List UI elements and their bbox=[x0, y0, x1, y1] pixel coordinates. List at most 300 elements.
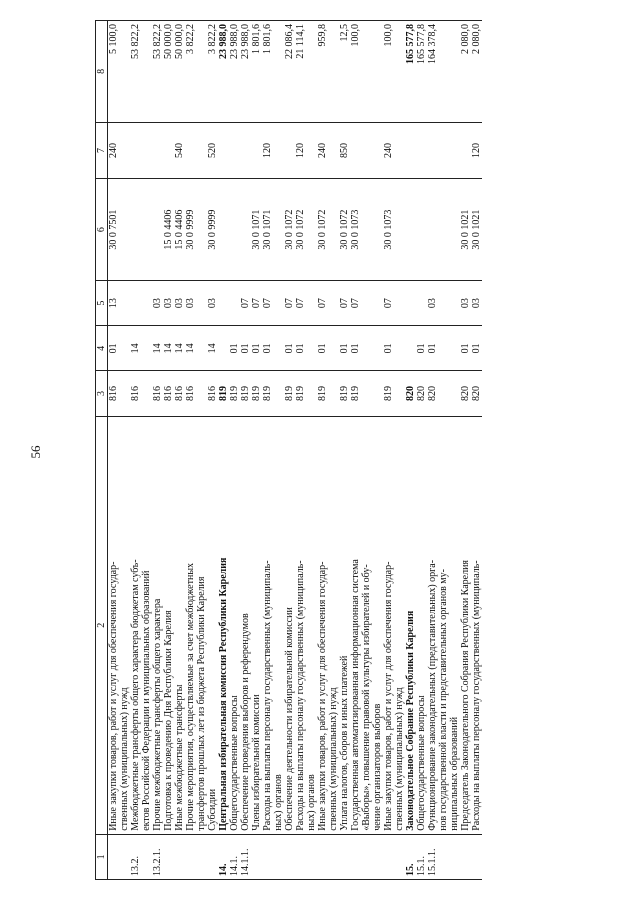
table-cell-col-7 bbox=[372, 122, 383, 179]
table-cell-col-1 bbox=[284, 834, 295, 879]
table-row bbox=[383, 21, 394, 880]
table-cell-col-7 bbox=[361, 122, 372, 179]
table-cell-col-6: 30 0 1072 bbox=[284, 179, 295, 281]
header-col-1: 1 bbox=[96, 834, 108, 879]
table-cell-col-6 bbox=[229, 179, 240, 281]
table-cell-col-2: «Выборы», повышение правовой культуры избирателей и обу- bbox=[361, 416, 372, 834]
table-cell-col-1 bbox=[449, 834, 460, 879]
table-cell-col-1: 14. bbox=[218, 834, 229, 879]
table-cell-col-2: ственных (муниципальных) нужд bbox=[394, 416, 405, 834]
table-cell-col-4: 01 bbox=[284, 326, 295, 371]
table-cell-col-2: Члены избирательной комиссии bbox=[251, 416, 262, 834]
table-cell-col-8: 165 577,8 bbox=[416, 21, 427, 123]
table-cell-col-4 bbox=[394, 326, 405, 371]
table-cell-col-4: 01 bbox=[262, 326, 273, 371]
table-cell-col-2: Председатель Законодательного Собрания Республики Карелия bbox=[460, 416, 471, 834]
table-cell-col-6: 30 0 1071 bbox=[251, 179, 262, 281]
table-cell-col-2: Расходы на выплаты персоналу государственных (муниципаль- bbox=[471, 416, 482, 834]
page-number: 56 bbox=[28, 445, 43, 459]
table-row bbox=[174, 21, 185, 880]
table-row bbox=[207, 21, 218, 880]
table-cell-col-7 bbox=[130, 122, 141, 179]
table-row bbox=[240, 21, 251, 880]
table-cell-col-7 bbox=[449, 122, 460, 179]
table-cell-col-6: 30 0 9999 bbox=[185, 179, 196, 281]
table-cell-col-3 bbox=[449, 371, 460, 416]
table-cell-col-8 bbox=[438, 21, 449, 123]
table-cell-col-8: 23 988,0 bbox=[229, 21, 240, 123]
table-cell-col-8: 1 801,6 bbox=[251, 21, 262, 123]
table-cell-col-5 bbox=[372, 281, 383, 326]
table-cell-col-6: 15 0 4406 bbox=[163, 179, 174, 281]
table-cell-col-8: 1 801,6 bbox=[262, 21, 273, 123]
table-cell-col-6 bbox=[361, 179, 372, 281]
table-cell-col-8: 164 378,4 bbox=[427, 21, 438, 123]
table-cell-col-7: 120 bbox=[262, 122, 273, 179]
table-cell-col-3: 820 bbox=[416, 371, 427, 416]
table-cell-col-7 bbox=[416, 122, 427, 179]
table-cell-col-6 bbox=[152, 179, 163, 281]
table-cell-col-5 bbox=[130, 281, 141, 326]
table-row bbox=[152, 21, 163, 880]
table-cell-col-1 bbox=[328, 834, 339, 879]
table-cell-col-2: ных) органов bbox=[273, 416, 284, 834]
table-cell-col-7 bbox=[218, 122, 229, 179]
table-cell-col-4: 01 bbox=[350, 326, 361, 371]
table-cell-col-5: 03 bbox=[185, 281, 196, 326]
table-cell-col-5 bbox=[438, 281, 449, 326]
table-cell-col-6 bbox=[449, 179, 460, 281]
table-cell-col-6: 30 0 1021 bbox=[460, 179, 471, 281]
table-row bbox=[317, 21, 328, 880]
table-cell-col-1 bbox=[394, 834, 405, 879]
table-cell-col-3: 819 bbox=[339, 371, 350, 416]
table-cell-col-2: Иные межбюджетные трансферты bbox=[174, 416, 185, 834]
table-cell-col-4 bbox=[361, 326, 372, 371]
table-cell-col-6 bbox=[372, 179, 383, 281]
table-cell-col-5: 07 bbox=[284, 281, 295, 326]
table-cell-col-2: Общегосударственные вопросы bbox=[229, 416, 240, 834]
table-row bbox=[141, 21, 152, 880]
table-row bbox=[449, 21, 460, 880]
table-cell-col-6: 30 0 1072 bbox=[339, 179, 350, 281]
table-cell-col-2: Межбюджетные трансферты общего характера бюджетам субъ- bbox=[130, 416, 141, 834]
table-row bbox=[130, 21, 141, 880]
table-cell-col-1 bbox=[317, 834, 328, 879]
table-cell-col-1: 13.2.1. bbox=[152, 834, 163, 879]
table-cell-col-2: Законодательное Собрание Республики Карелия bbox=[405, 416, 416, 834]
table-cell-col-7 bbox=[306, 122, 317, 179]
table-cell-col-6 bbox=[328, 179, 339, 281]
table-cell-col-5: 03 bbox=[427, 281, 438, 326]
table-cell-col-6 bbox=[141, 179, 152, 281]
table-cell-col-5: 03 bbox=[174, 281, 185, 326]
table-cell-col-2: ниципальных образований bbox=[449, 416, 460, 834]
table-cell-col-2: ектов Российской Федерации и муниципальных образований bbox=[141, 416, 152, 834]
table-cell-col-1: 14.1.1. bbox=[240, 834, 251, 879]
table-cell-col-2: Функционирование законодательных (представительных) орга- bbox=[427, 416, 438, 834]
table-cell-col-3: 819 bbox=[317, 371, 328, 416]
table-cell-col-5 bbox=[306, 281, 317, 326]
table-cell-col-1 bbox=[163, 834, 174, 879]
table-cell-col-7: 240 bbox=[383, 122, 394, 179]
table-cell-col-7 bbox=[119, 122, 130, 179]
table-cell-col-7: 240 bbox=[317, 122, 328, 179]
table-cell-col-7 bbox=[460, 122, 471, 179]
table-cell-col-5 bbox=[229, 281, 240, 326]
table-cell-col-5: 07 bbox=[339, 281, 350, 326]
table-cell-col-4: 01 bbox=[295, 326, 306, 371]
table-cell-col-4: 14 bbox=[152, 326, 163, 371]
table-cell-col-2: ственных (муниципальных) нужд bbox=[119, 416, 130, 834]
table-cell-col-6 bbox=[394, 179, 405, 281]
table-cell-col-3: 816 bbox=[174, 371, 185, 416]
table-cell-col-2: Общегосударственные вопросы bbox=[416, 416, 427, 834]
table-cell-col-6 bbox=[130, 179, 141, 281]
table-cell-col-4: 01 bbox=[339, 326, 350, 371]
table-cell-col-6: 30 0 1021 bbox=[471, 179, 482, 281]
table-cell-col-7 bbox=[251, 122, 262, 179]
table-cell-col-3 bbox=[361, 371, 372, 416]
table-cell-col-2: трансфертов прошлых лет из бюджета Республики Карелия bbox=[196, 416, 207, 834]
table-cell-col-8: 165 577,8 bbox=[405, 21, 416, 123]
table-row bbox=[185, 21, 196, 880]
table-cell-col-6: 30 0 7501 bbox=[108, 179, 120, 281]
table-cell-col-1 bbox=[460, 834, 471, 879]
table-cell-col-1: 15.1. bbox=[416, 834, 427, 879]
table-cell-col-1 bbox=[306, 834, 317, 879]
table-cell-col-4 bbox=[196, 326, 207, 371]
table-cell-col-7 bbox=[438, 122, 449, 179]
table-row bbox=[339, 21, 350, 880]
table-cell-col-4: 01 bbox=[317, 326, 328, 371]
table-cell-col-7: 120 bbox=[471, 122, 482, 179]
table-cell-col-7 bbox=[284, 122, 295, 179]
budget-table bbox=[95, 20, 482, 880]
table-row bbox=[328, 21, 339, 880]
table-cell-col-5 bbox=[273, 281, 284, 326]
table-cell-col-4 bbox=[438, 326, 449, 371]
table-cell-col-3: 820 bbox=[460, 371, 471, 416]
header-col-7: 7 bbox=[96, 122, 108, 179]
header-row bbox=[96, 21, 108, 880]
table-cell-col-7 bbox=[196, 122, 207, 179]
table-cell-col-7: 520 bbox=[207, 122, 218, 179]
table-row bbox=[438, 21, 449, 880]
table-cell-col-1: 13.2. bbox=[130, 834, 141, 879]
table-cell-col-4: 01 bbox=[416, 326, 427, 371]
table-cell-col-4 bbox=[372, 326, 383, 371]
table-cell-col-5 bbox=[328, 281, 339, 326]
table-cell-col-3: 820 bbox=[405, 371, 416, 416]
table-cell-col-3 bbox=[438, 371, 449, 416]
table-cell-col-8: 100,0 bbox=[350, 21, 361, 123]
table-row bbox=[262, 21, 273, 880]
table-cell-col-7 bbox=[394, 122, 405, 179]
table-cell-col-8 bbox=[306, 21, 317, 123]
table-cell-col-4 bbox=[328, 326, 339, 371]
table-cell-col-6 bbox=[273, 179, 284, 281]
table-cell-col-5: 03 bbox=[460, 281, 471, 326]
table-cell-col-8: 53 822,2 bbox=[130, 21, 141, 123]
table-row bbox=[273, 21, 284, 880]
table-cell-col-4 bbox=[306, 326, 317, 371]
table-row bbox=[108, 21, 120, 880]
table-cell-col-8 bbox=[361, 21, 372, 123]
table-cell-col-5 bbox=[449, 281, 460, 326]
table-cell-col-1: 15. bbox=[405, 834, 416, 879]
table-cell-col-6 bbox=[438, 179, 449, 281]
table-cell-col-8: 3 822,2 bbox=[185, 21, 196, 123]
table-cell-col-6 bbox=[218, 179, 229, 281]
table-cell-col-2: ственных (муниципальных) нужд bbox=[328, 416, 339, 834]
table-cell-col-4 bbox=[449, 326, 460, 371]
table-cell-col-4: 01 bbox=[108, 326, 120, 371]
table-cell-col-4: 14 bbox=[163, 326, 174, 371]
table-cell-col-4: 01 bbox=[240, 326, 251, 371]
table-cell-col-2: чение организаторов выборов bbox=[372, 416, 383, 834]
table-cell-col-2: Прочие межбюджетные трансферты общего характера bbox=[152, 416, 163, 834]
table-cell-col-4: 01 bbox=[471, 326, 482, 371]
table-cell-col-8 bbox=[449, 21, 460, 123]
table-cell-col-3: 819 bbox=[229, 371, 240, 416]
table-cell-col-1 bbox=[383, 834, 394, 879]
table-cell-col-2: Расходы на выплаты персоналу государственных (муниципаль- bbox=[295, 416, 306, 834]
table-cell-col-6: 30 0 1073 bbox=[350, 179, 361, 281]
table-cell-col-1 bbox=[361, 834, 372, 879]
table-cell-col-8: 2 080,0 bbox=[460, 21, 471, 123]
table-cell-col-1 bbox=[372, 834, 383, 879]
table-cell-col-3 bbox=[372, 371, 383, 416]
table-row bbox=[251, 21, 262, 880]
table-cell-col-4: 01 bbox=[251, 326, 262, 371]
table-cell-col-2: нов государственной власти и представительных органов му- bbox=[438, 416, 449, 834]
table-cell-col-8: 959,8 bbox=[317, 21, 328, 123]
table-cell-col-1 bbox=[471, 834, 482, 879]
table-cell-col-6: 30 0 1072 bbox=[295, 179, 306, 281]
table-cell-col-6 bbox=[196, 179, 207, 281]
table-cell-col-7 bbox=[350, 122, 361, 179]
table-cell-col-5 bbox=[416, 281, 427, 326]
table-cell-col-5: 07 bbox=[295, 281, 306, 326]
table-cell-col-6: 30 0 1072 bbox=[317, 179, 328, 281]
header-col-6: 6 bbox=[96, 179, 108, 281]
table-cell-col-2: Иные закупки товаров, работ и услуг для обеспечения государ- bbox=[383, 416, 394, 834]
table-cell-col-1 bbox=[295, 834, 306, 879]
table-cell-col-2: Прочие мероприятия, осуществляемые за счет межбюджетных bbox=[185, 416, 196, 834]
table-cell-col-6 bbox=[119, 179, 130, 281]
table-cell-col-3: 819 bbox=[383, 371, 394, 416]
table-cell-col-5: 07 bbox=[240, 281, 251, 326]
table-cell-col-8 bbox=[372, 21, 383, 123]
table-row bbox=[361, 21, 372, 880]
table-cell-col-3 bbox=[196, 371, 207, 416]
table-cell-col-4: 01 bbox=[460, 326, 471, 371]
table-cell-col-4: 14 bbox=[174, 326, 185, 371]
table-cell-col-3 bbox=[119, 371, 130, 416]
table-cell-col-8 bbox=[141, 21, 152, 123]
table-cell-col-4 bbox=[273, 326, 284, 371]
table-cell-col-4: 01 bbox=[383, 326, 394, 371]
table-cell-col-1 bbox=[207, 834, 218, 879]
table-cell-col-5: 07 bbox=[317, 281, 328, 326]
table-cell-col-1: 15.1.1. bbox=[427, 834, 438, 879]
table-cell-col-4 bbox=[119, 326, 130, 371]
table-cell-col-5: 07 bbox=[251, 281, 262, 326]
table-row bbox=[163, 21, 174, 880]
table-cell-col-1 bbox=[438, 834, 449, 879]
table-cell-col-1: 14.1. bbox=[229, 834, 240, 879]
table-cell-col-5 bbox=[394, 281, 405, 326]
table-cell-col-3: 820 bbox=[427, 371, 438, 416]
table-cell-col-6 bbox=[427, 179, 438, 281]
table-cell-col-3: 819 bbox=[262, 371, 273, 416]
table-cell-col-7: 240 bbox=[108, 122, 120, 179]
table-cell-col-8: 100,0 bbox=[383, 21, 394, 123]
table-cell-col-3: 816 bbox=[185, 371, 196, 416]
table-cell-col-3: 819 bbox=[251, 371, 262, 416]
table-cell-col-1 bbox=[119, 834, 130, 879]
table-cell-col-8: 21 114,1 bbox=[295, 21, 306, 123]
table-cell-col-8: 3 822,2 bbox=[207, 21, 218, 123]
table-cell-col-5: 13 bbox=[108, 281, 120, 326]
table-cell-col-5 bbox=[361, 281, 372, 326]
table-cell-col-2: Иные закупки товаров, работ и услуг для обеспечения государ- bbox=[317, 416, 328, 834]
table-cell-col-5: 03 bbox=[207, 281, 218, 326]
table-cell-col-3 bbox=[306, 371, 317, 416]
table-cell-col-1 bbox=[108, 834, 120, 879]
table-cell-col-3: 820 bbox=[471, 371, 482, 416]
table-cell-col-1 bbox=[251, 834, 262, 879]
table-cell-col-8 bbox=[394, 21, 405, 123]
table-row bbox=[119, 21, 130, 880]
table-cell-col-2: ных) органов bbox=[306, 416, 317, 834]
header-col-2: 2 bbox=[96, 416, 108, 834]
table-cell-col-4: 01 bbox=[427, 326, 438, 371]
table-cell-col-8: 23 988,0 bbox=[218, 21, 229, 123]
table-row bbox=[196, 21, 207, 880]
table-cell-col-4 bbox=[405, 326, 416, 371]
table-cell-col-5 bbox=[218, 281, 229, 326]
table-row bbox=[306, 21, 317, 880]
table-cell-col-1 bbox=[196, 834, 207, 879]
table-cell-col-6: 30 0 9999 bbox=[207, 179, 218, 281]
table-cell-col-8 bbox=[328, 21, 339, 123]
table-body bbox=[108, 21, 483, 880]
table-cell-col-8: 12,5 bbox=[339, 21, 350, 123]
table-row bbox=[416, 21, 427, 880]
table-cell-col-5 bbox=[141, 281, 152, 326]
table-cell-col-6 bbox=[416, 179, 427, 281]
table-cell-col-2: Подготовка к проведению Дня Республики Карелия bbox=[163, 416, 174, 834]
table-cell-col-2: Субсидии bbox=[207, 416, 218, 834]
table-cell-col-8 bbox=[196, 21, 207, 123]
table-cell-col-1 bbox=[185, 834, 196, 879]
table-cell-col-2: Обеспечение деятельности избирательной комиссии bbox=[284, 416, 295, 834]
table-cell-col-1 bbox=[273, 834, 284, 879]
table-cell-col-8: 53 822,2 bbox=[152, 21, 163, 123]
table-cell-col-8: 2 080,0 bbox=[471, 21, 482, 123]
table-cell-col-3 bbox=[394, 371, 405, 416]
table-cell-col-8: 23 988,0 bbox=[240, 21, 251, 123]
table-row bbox=[218, 21, 229, 880]
table-cell-col-1 bbox=[174, 834, 185, 879]
table-cell-col-4: 01 bbox=[229, 326, 240, 371]
table-cell-col-5: 07 bbox=[350, 281, 361, 326]
table-cell-col-3: 819 bbox=[295, 371, 306, 416]
table-cell-col-4: 14 bbox=[207, 326, 218, 371]
table-cell-col-1 bbox=[262, 834, 273, 879]
table-cell-col-8: 50 000,0 bbox=[174, 21, 185, 123]
table-cell-col-6: 30 0 1073 bbox=[383, 179, 394, 281]
table-cell-col-5 bbox=[119, 281, 130, 326]
table-cell-col-8 bbox=[119, 21, 130, 123]
table-cell-col-1 bbox=[339, 834, 350, 879]
table-cell-col-5: 03 bbox=[152, 281, 163, 326]
table-cell-col-2: Центральная избирательная комиссия Республики Карелия bbox=[218, 416, 229, 834]
table-row bbox=[350, 21, 361, 880]
table-cell-col-5 bbox=[405, 281, 416, 326]
table-cell-col-5: 03 bbox=[471, 281, 482, 326]
table-cell-col-6: 15 0 4406 bbox=[174, 179, 185, 281]
budget-table-sheet bbox=[95, 20, 605, 880]
table-cell-col-2: Иные закупки товаров, работ и услуг для обеспечения государ- bbox=[108, 416, 120, 834]
table-cell-col-6 bbox=[405, 179, 416, 281]
table-cell-col-3: 816 bbox=[152, 371, 163, 416]
table-cell-col-2: Уплата налогов, сборов и иных платежей bbox=[339, 416, 350, 834]
table-cell-col-7 bbox=[405, 122, 416, 179]
table-cell-col-7 bbox=[163, 122, 174, 179]
table-cell-col-3 bbox=[141, 371, 152, 416]
table-row bbox=[394, 21, 405, 880]
table-cell-col-4: 14 bbox=[130, 326, 141, 371]
table-row bbox=[405, 21, 416, 880]
table-cell-col-7 bbox=[141, 122, 152, 179]
table-cell-col-4 bbox=[141, 326, 152, 371]
table-cell-col-5: 03 bbox=[163, 281, 174, 326]
table-cell-col-3: 816 bbox=[108, 371, 120, 416]
table-row bbox=[460, 21, 471, 880]
table-cell-col-7: 850 bbox=[339, 122, 350, 179]
header-col-4: 4 bbox=[96, 326, 108, 371]
table-row bbox=[427, 21, 438, 880]
header-col-5: 5 bbox=[96, 281, 108, 326]
table-cell-col-7 bbox=[229, 122, 240, 179]
header-col-8: 8 bbox=[96, 21, 108, 123]
table-cell-col-5 bbox=[196, 281, 207, 326]
table-cell-col-2: Государственная автоматизированная информационная система bbox=[350, 416, 361, 834]
table-cell-col-3: 819 bbox=[284, 371, 295, 416]
table-cell-col-3: 816 bbox=[130, 371, 141, 416]
table-row bbox=[372, 21, 383, 880]
table-cell-col-3: 819 bbox=[240, 371, 251, 416]
table-cell-col-1 bbox=[141, 834, 152, 879]
table-cell-col-7 bbox=[328, 122, 339, 179]
table-row bbox=[284, 21, 295, 880]
table-cell-col-7 bbox=[152, 122, 163, 179]
table-cell-col-3: 816 bbox=[207, 371, 218, 416]
table-row bbox=[471, 21, 482, 880]
table-cell-col-3: 819 bbox=[218, 371, 229, 416]
table-cell-col-6 bbox=[240, 179, 251, 281]
table-cell-col-3: 816 bbox=[163, 371, 174, 416]
table-cell-col-3 bbox=[273, 371, 284, 416]
table-row bbox=[229, 21, 240, 880]
header-col-3: 3 bbox=[96, 371, 108, 416]
table-cell-col-4 bbox=[218, 326, 229, 371]
table-cell-col-7 bbox=[427, 122, 438, 179]
table-cell-col-7: 120 bbox=[295, 122, 306, 179]
